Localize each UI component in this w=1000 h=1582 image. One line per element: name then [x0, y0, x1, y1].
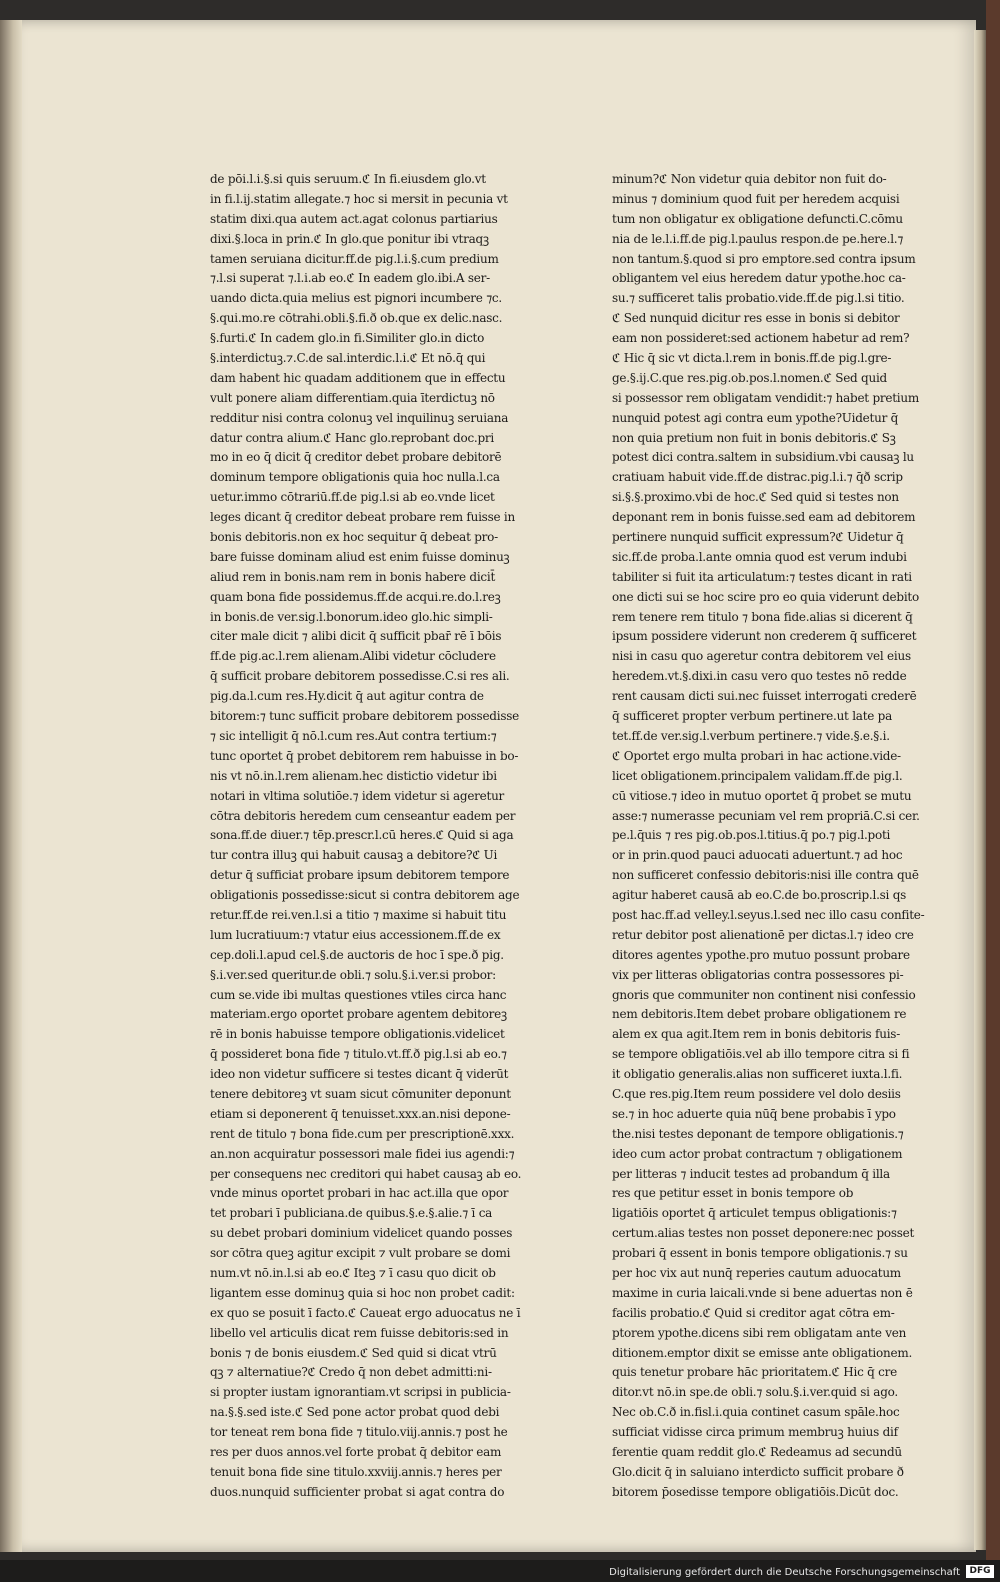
text-line: mo in eo q̄ dicit q̄ creditor debet probare debitorē — [210, 450, 502, 465]
text-line: bonis ⁊ de bonis eiusdem.ℭ Sed quid si dicat vtrū — [210, 1345, 497, 1360]
text-line: libello vel articulis dicat rem fuisse debitoris:sed in — [210, 1325, 509, 1340]
text-line: obligantem vel eius heredem datur ypothe.hoc ca- — [612, 271, 906, 286]
text-line: tum non obligatur ex obligatione defuncti.C.cōmu — [612, 211, 903, 226]
text-line: sic.ff.de proba.l.ante omnia quod est verum indubi — [612, 549, 907, 564]
text-line: obligationis possedisse:sicut si contra debitorem age — [210, 888, 520, 903]
text-line: potest dici contra.saltem in subsidium.vbi causaꝫ lu — [612, 450, 914, 465]
text-line: duos.nunquid sufficienter probat si agat contra do — [210, 1484, 505, 1499]
text-line: ptorem ypothe.dicens sibi rem obligatam ante ven — [612, 1325, 907, 1340]
text-line: q̄ possideret bona fide ⁊ titulo.vt.ff.ð pig.l.si ab eo.⁊ — [210, 1047, 507, 1062]
text-line: na.§.§.sed iste.ℭ Sed pone actor probat quod debi — [210, 1405, 500, 1420]
text-line: Nec ob.C.ð in.fisl.i.quia continet casum spāle.hoc — [612, 1405, 900, 1420]
text-line: ligatiōis oportet q̄ articulet tempus obligationis:⁊ — [612, 1206, 897, 1221]
text-line: per consequens nec creditori qui habet causaꝫ ab eo. — [210, 1166, 522, 1181]
text-line: statim dixi.qua autem act.agat colonus partiarius — [210, 211, 498, 226]
text-line: vix per litteras obligatorias contra possessores pi- — [612, 967, 904, 982]
text-line: ⁊ sic intelligit q̄ nō.l.cum res.Aut contra tertium:⁊ — [210, 728, 497, 743]
text-line: nunquid potest agi contra eum ypothe?Uidetur q̄ — [612, 410, 899, 425]
text-line: eam non possideret:sed actionem habetur ad rem? — [612, 331, 910, 346]
text-line: nem debitoris.Item debet probare obligationem re — [612, 1007, 907, 1022]
text-line: vult ponere aliam differentiam.quia īterdictuꝫ nō — [210, 390, 495, 405]
text-line: su.⁊ sufficeret talis probatio.vide.ff.de pig.l.si titio. — [612, 291, 905, 306]
text-line: non sufficeret confessio debitoris:nisi ille contra quē — [612, 868, 919, 883]
text-line: agitur haberet causā ab eo.C.de bo.proscrip.l.si qs — [612, 888, 907, 903]
text-line: dixi.§.loca in prin.ℭ In glo.que ponitur ibi vtraqꝫ — [210, 231, 489, 246]
text-line: datur contra alium.ℭ Hanc glo.reprobant doc.pri — [210, 430, 495, 445]
text-line: rem tenere rem titulo ⁊ bona fide.alias si dicerent q̄ — [612, 609, 913, 624]
text-line: the.nisi testes deponant de tempore obligationis.⁊ — [612, 1126, 904, 1141]
text-line: tenuit bona fide sine titulo.xxviij.annis.⁊ heres per — [210, 1464, 502, 1479]
text-line: non quia pretium non fuit in bonis debitoris.ℭ Sꝫ — [612, 430, 896, 445]
page-edge-right — [974, 30, 986, 1550]
text-line: rent causam dicti sui.nec fuisset interrogati crederē — [612, 689, 917, 704]
text-line: sor cōtra queꝫ agitur excipit ⁊ vult probare se domi — [210, 1246, 511, 1261]
text-line: ditionem.emptor dixit se emisse ante obligationem. — [612, 1345, 913, 1360]
text-line: quis tenetur probare hāc prioritatem.ℭ Hic q̄ cre — [612, 1365, 897, 1380]
text-line: su debet probari dominium videlicet quando posses — [210, 1226, 513, 1241]
text-line: bitorem p̄osedisse tempore obligatiōis.Dicūt doc. — [612, 1484, 899, 1499]
text-line: certum.alias testes non posset deponere:nec posset — [612, 1226, 915, 1241]
text-line: detur q̄ sufficiat probare ipsum debitorem tempore — [210, 868, 510, 883]
text-line: uetur.immo cōtrariū.ff.de pig.l.si ab eo.vnde licet — [210, 490, 495, 505]
text-line: ℭ Oportet ergo multa probari in hac actione.vide- — [612, 748, 901, 763]
text-line: ideo non videtur sufficere si testes dicant q̄ viderūt — [210, 1067, 509, 1082]
text-line: se.⁊ in hoc aduerte quia nūq̄ bene probabis ī ypo — [612, 1106, 896, 1121]
text-line: ff.de pig.ac.l.rem alienam.Alibi videtur cōcludere — [210, 649, 496, 664]
text-line: pertinere nunquid sufficit expressum?ℭ Uidetur q̄ — [612, 530, 904, 545]
text-line: si.§.§.proximo.vbi de hoc.ℭ Sed quid si testes non — [612, 490, 899, 505]
text-line: facilis probatio.ℭ Quid si creditor agat cōtra em- — [612, 1305, 895, 1320]
text-line: §.furti.ℭ In cadem glo.in fi.Similiter glo.in dicto — [210, 331, 485, 346]
text-line: post hac.ff.ad velley.l.seyus.l.sed nec illo casu confite- — [612, 907, 925, 922]
text-line: nis vt nō.in.l.rem alienam.hec distictio videtur ibi — [210, 768, 497, 783]
text-line: lum lucratiuum:⁊ vtatur eius accessionem.ff.de ex — [210, 927, 501, 942]
text-line: in fi.l.ij.statim allegate.⁊ hoc si mersit in pecunia vt — [210, 191, 508, 206]
text-line: alem ex qua agit.Item rem in bonis debitoris fuis- — [612, 1027, 900, 1042]
text-line: aliud rem in bonis.nam rem in bonis habere dicit̄ — [210, 569, 496, 584]
text-line: sona.ff.de diuer.⁊ tēp.prescr.l.cū heres.ℭ Quid si aga — [210, 828, 514, 843]
text-line: ℭ Hic q̄ sic vt dicta.l.rem in bonis.ff.de pig.l.gre- — [612, 351, 892, 366]
text-line: it obligatio generalis.alias non sufficeret iuxta.l.fi. — [612, 1067, 903, 1082]
footer-bar — [0, 1560, 1000, 1582]
page-edge-left — [0, 20, 22, 1552]
text-line: pe.l.q̄uis ⁊ res pig.ob.pos.l.titius.q̄ po.⁊ pig.l.poti — [612, 828, 891, 843]
text-line: ipsum possidere viderunt non crederem q̄ sufficeret — [612, 629, 917, 644]
text-line: cū vitiose.⁊ ideo in mutuo oportet q̄ probet se mutu — [612, 788, 912, 803]
text-line: se tempore obligatiōis.vel ab illo tempore citra si fi — [612, 1047, 910, 1062]
text-line: sufficiat vidisse circa primum membruꝫ huius dif — [612, 1425, 898, 1440]
text-line: licet obligationem.principalem validam.ff.de pig.l. — [612, 768, 903, 783]
text-line: gnoris que communiter non continent nisi confessio — [612, 987, 916, 1002]
text-line: de pōi.l.i.§.si quis seruum.ℭ In fi.eiusdem glo.vt — [210, 172, 486, 186]
text-line: tet.ff.de ver.sig.l.verbum pertinere.⁊ vide.§.e.§.i. — [612, 728, 890, 743]
text-line: one dicti sui se hoc scire pro eo quia viderunt debito — [612, 589, 919, 604]
text-line: tet probari ī publiciana.de quibus.§.e.§.alie.⁊ ī ca — [210, 1206, 493, 1221]
text-line: ex quo se posuit ī facto.ℭ Caueat ergo aduocatus ne ī — [210, 1305, 521, 1320]
text-line: tunc oportet q̄ probet debitorem rem habuisse in bo- — [210, 748, 519, 763]
text-line: q̄ sufficeret propter verbum pertinere.ut late pa — [612, 709, 893, 724]
text-line: pig.da.l.cum res.Hy.dicit q̄ aut agitur contra de — [210, 689, 484, 704]
text-line: cep.doli.l.apud cel.§.de auctoris de hoc ī spe.ð pig. — [210, 947, 504, 962]
text-line: retur debitor post alienationē per dictas.l.⁊ ideo cre — [612, 927, 914, 942]
text-line: cratiuam habuit vide.ff.de distrac.pig.l.i.⁊ q̄ð scrip — [612, 470, 903, 485]
text-line: asse:⁊ numerasse pecuniam vel rem propriā.C.si cer. — [612, 808, 920, 823]
text-line: nia de le.l.i.ff.de pig.l.paulus respon.de pe.here.l.⁊ — [612, 231, 904, 246]
text-line: res per duos annos.vel forte probat q̄ debitor eam — [210, 1445, 502, 1459]
text-line: ⁊.l.si superat ⁊.l.i.ab eo.ℭ In eadem glo.ibi.A ser- — [210, 271, 490, 286]
text-line: materiam.ergo oportet probare agentem debitoreꝫ — [210, 1007, 507, 1022]
text-line: minus ⁊ dominium quod fuit per heredem acquisi — [612, 191, 900, 206]
text-line: dominum tempore obligationis quia hoc nulla.l.ca — [210, 470, 500, 485]
text-line: bonis debitoris.non ex hoc sequitur q̄ debeat pro- — [210, 530, 498, 545]
text-line: per hoc vix aut nunq̄ reperies cautum aduocatum — [612, 1265, 901, 1280]
funding-credit: Digitalisierung gefördert durch die Deutsche Forschungsgemeinschaft — [609, 1567, 960, 1578]
text-line: quam bona fide possidemus.ff.de acqui.re.do.l.reꝫ — [210, 589, 501, 604]
text-line: ligantem esse dominuꝫ quia si hoc non probet cadit: — [210, 1285, 515, 1300]
text-line: ideo cum actor probat contractum ⁊ obligationem — [612, 1146, 903, 1161]
dfg-logo: DFG — [966, 1565, 994, 1578]
text-line: ditores agentes ypothe.pro mutuo possunt probare — [612, 947, 910, 962]
text-line: leges dicant q̄ creditor debeat probare rem fuisse in — [210, 510, 515, 525]
text-line: ℭ Sed nunquid dicitur res esse in bonis si debitor — [612, 311, 900, 326]
text-line: bitorem:⁊ tunc sufficit probare debitorem possedisse — [210, 709, 519, 724]
text-line: bare fuisse dominam aliud est enim fuisse dominuꝫ — [210, 549, 510, 564]
text-line: in bonis.de ver.sig.l.bonorum.ideo glo.hic simpli- — [210, 609, 493, 624]
text-line: vnde minus oportet probari in hac act.illa que opor — [210, 1186, 509, 1201]
text-line: retur.ff.de rei.ven.l.si a titio ⁊ maxime si habuit titu — [210, 907, 507, 922]
text-line: tor teneat rem bona fide ⁊ titulo.viij.annis.⁊ post he — [210, 1425, 508, 1440]
text-line: tur contra illuꝫ qui habuit causaꝫ a debitore?ℭ Ui — [210, 848, 498, 863]
text-column-right — [612, 170, 942, 1503]
text-line: §.i.ver.sed queritur.de obli.⁊ solu.§.i.ver.si probor: — [210, 967, 496, 982]
text-line: si possessor rem obligatam vendidit:⁊ habet pretium — [612, 390, 919, 405]
text-line: num.vt nō.in.l.si ab eo.ℭ Iteꝫ ⁊ ī casu quo dicit ob — [210, 1265, 496, 1280]
text-line: rent de titulo ⁊ bona fide.cum per prescriptionē.xxx. — [210, 1126, 515, 1141]
text-line: citer male dicit ⁊ alibi dicit q̄ sufficit pbar̄ rē ī bōis — [210, 629, 502, 644]
text-line: redditur nisi contra colonuꝫ vel inquilinuꝫ seruiana — [210, 410, 509, 425]
text-line: probari q̄ essent in bonis tempore obligationis.⁊ su — [612, 1246, 908, 1261]
text-line: qꝫ ⁊ alternatiue?ℭ Credo q̄ non debet admitti:ni- — [210, 1365, 492, 1380]
text-line: an.non acquiratur possessori male fidei ius agendi:⁊ — [210, 1146, 515, 1161]
text-line: tabiliter si fuit ita articulatum:⁊ testes dicant in rati — [612, 569, 912, 584]
text-line: rē in bonis habuisse tempore obligationis.videlicet — [210, 1027, 505, 1042]
text-line: ditor.vt nō.in spe.de obli.⁊ solu.§.i.ver.quid si ago. — [612, 1385, 898, 1400]
text-line: uando dicta.quia melius est pignori incumbere ⁊c. — [210, 291, 502, 306]
text-line: maxime in curia laicali.vnde si bene aduertas non ē — [612, 1285, 913, 1300]
text-line: ge.§.ij.C.que res.pig.ob.pos.l.nomen.ℭ Sed quid — [612, 370, 887, 385]
text-line: tamen seruiana dicitur.ff.de pig.l.i.§.cum predium — [210, 251, 499, 266]
text-line: Glo.dicit q̄ in saluiano interdicto sufficit probare ð — [612, 1464, 904, 1479]
text-line: heredem.vt.§.dixi.in casu vero quo testes nō redde — [612, 669, 907, 684]
text-line: deponant rem in bonis fuisse.sed eam ad debitorem — [612, 510, 916, 525]
text-line: cōtra debitoris heredem cum censeantur eadem per — [210, 808, 516, 823]
text-line: per litteras ⁊ inducit testes ad probandum q̄ illa — [612, 1166, 890, 1181]
text-line: tenere debitoreꝫ vt suam sicut cōmuniter deponunt — [210, 1086, 511, 1101]
text-line: ferentie quam reddit glo.ℭ Redeamus ad secundū — [612, 1445, 902, 1459]
text-column-left — [210, 170, 540, 1503]
text-line: §.qui.mo.re cōtrahi.obli.§.fi.ð ob.que ex delic.nasc. — [210, 311, 503, 326]
text-line: cum se.vide ibi multas questiones vtiles circa hanc — [210, 987, 507, 1002]
text-line: §.interdictuꝫ.⁊.C.de sal.interdic.l.i.ℭ Et nō.q̄ qui — [210, 351, 486, 366]
text-line: si propter iustam ignorantiam.vt scripsi in publicia- — [210, 1385, 511, 1400]
text-line: notari in vltima solutiōe.⁊ idem videtur si ageretur — [210, 788, 505, 803]
text-line: q̄ sufficit probare debitorem possedisse.C.si res ali. — [210, 669, 510, 684]
book-cover-edge — [986, 0, 1000, 1560]
text-line: minum?ℭ Non videtur quia debitor non fuit do- — [612, 172, 887, 186]
text-line: dam habent hic quadam additionem que in effectu — [210, 370, 506, 385]
text-line: non tantum.§.quod si pro emptore.sed contra ipsum — [612, 251, 916, 266]
text-line: etiam si deponerent q̄ tenuisset.xxx.an.nisi depone- — [210, 1106, 511, 1121]
text-line: C.que res.pig.Item reum possidere vel dolo desiis — [612, 1086, 901, 1101]
text-line: nisi in casu quo ageretur contra debitorem vel eius — [612, 649, 911, 664]
text-line: or in prin.quod pauci aduocati aduertunt.⁊ ad hoc — [612, 848, 903, 863]
text-line: res que petitur esset in bonis tempore ob — [612, 1186, 854, 1201]
